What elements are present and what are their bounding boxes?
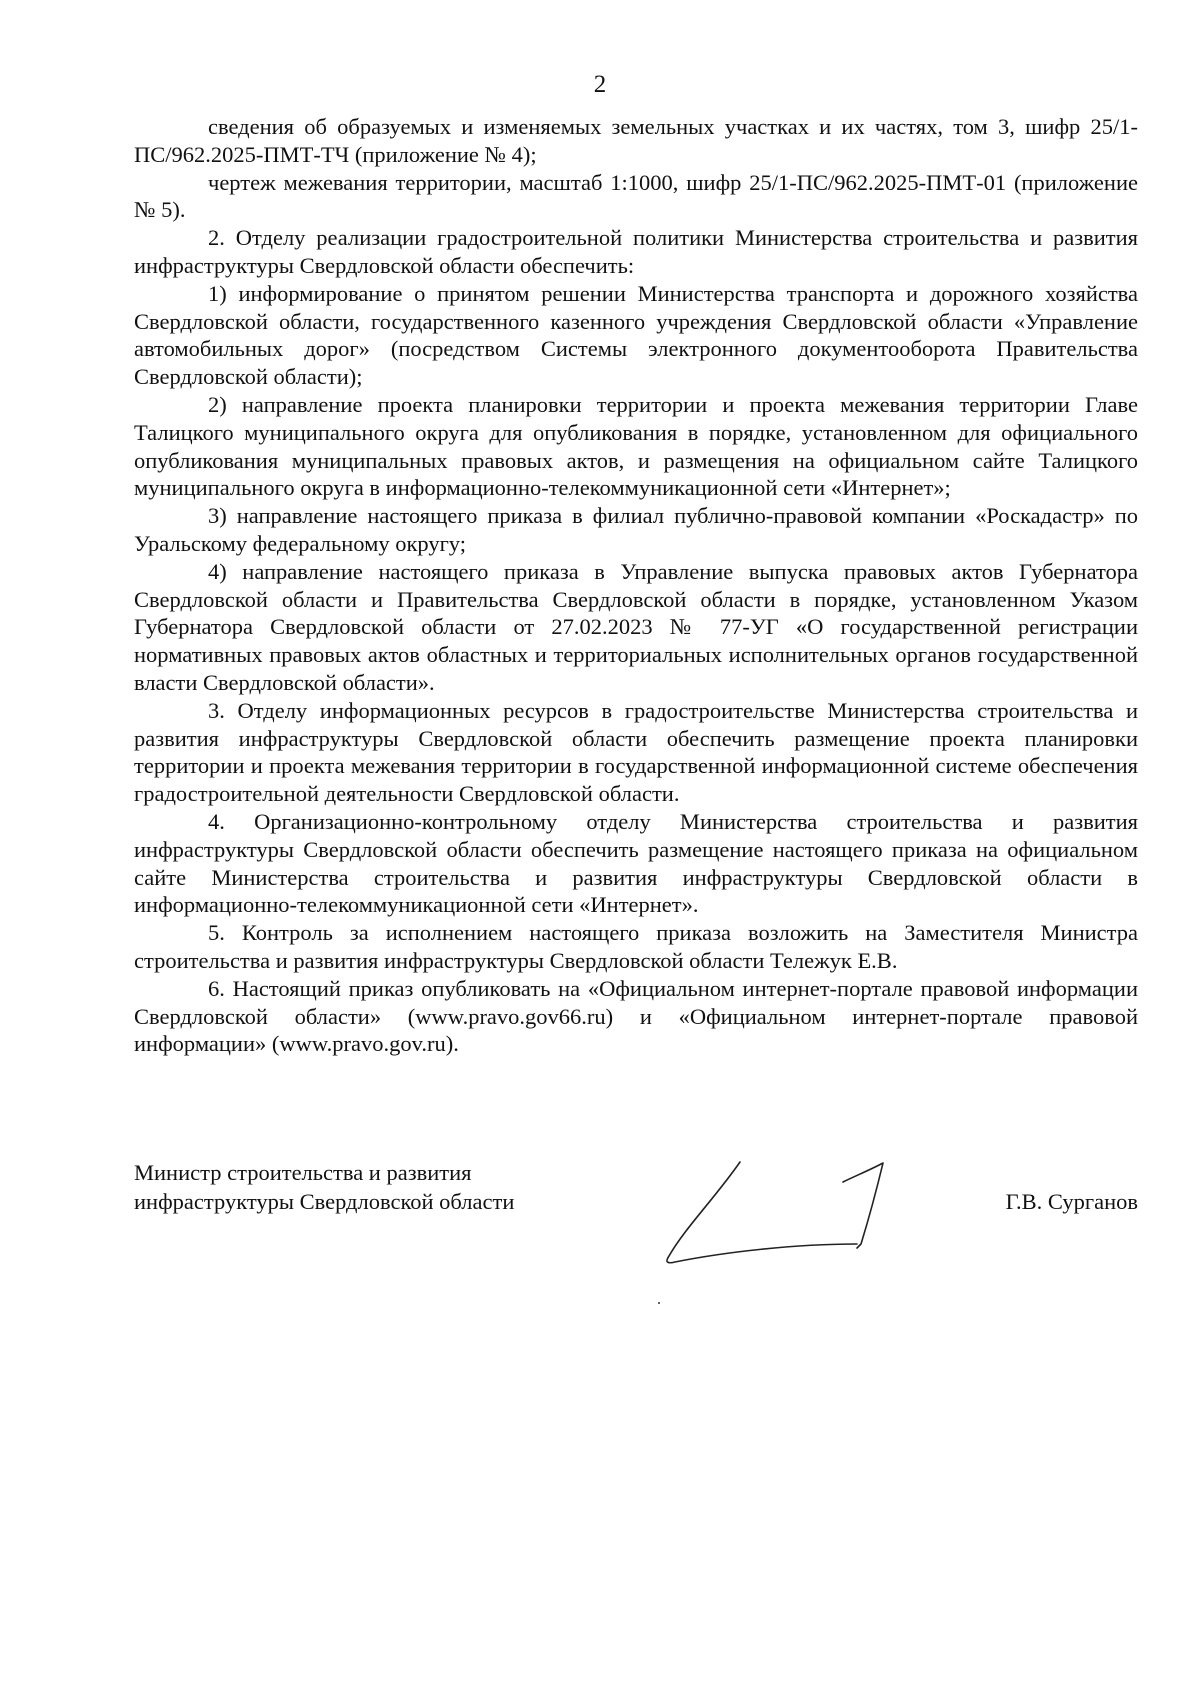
signatory-position <box>134 1158 514 1216</box>
signatory-position-line-1: Министр строительства и развития <box>134 1160 472 1185</box>
signatory-name: Г.В. Сурганов <box>1005 1189 1138 1214</box>
paragraph-item-2-4: 4) направление настоящего приказа в Управление выпуска правовых актов Губернатора Свердловской области и Правительства Свердловской области в порядке, установленном Указом Губернатора Свердловской области от 27.02.2023 № 77-УГ «О государственной регистрации нормативных правовых актов областных и территориальных исполнительных органов государственной власти Свердловской области». <box>134 558 1138 695</box>
paragraph-item-2: 2. Отделу реализации градостроительной политики Министерства строительства и развития инфраструктуры Свердловской области обеспечить: <box>134 225 1138 278</box>
paragraph-item-5: 5. Контроль за исполнением настоящего приказа возложить на Заместителя Министра строительства и развития инфраструктуры Свердловской области Тележук Е.В. <box>134 920 1138 973</box>
paragraph-item-4: 4. Организационно-контрольному отделу Министерства строительства и развития инфраструктуры Свердловской области обеспечить размещение настоящего приказа на официальном сайте Министерства строительства и развития инфраструктуры Свердловской области в информационно-телекоммуникационной сети «Интернет». <box>134 808 1138 918</box>
paragraph-item-2-2: 2) направление проекта планировки территории и проекта межевания территории Главе Талицкого муниципального округа для опубликования в порядке, установленном для официального опубликования муниципальных правовых актов, и размещения на официальном сайте Талицкого муниципального округа в информационно-телекоммуникационной сети «Интернет»; <box>134 391 1138 501</box>
document-body <box>134 113 1138 1058</box>
paragraph-item-2-1: 1) информирование о принятом решении Министерства транспорта и дорожного хозяйства Свердловской области, государственного казенного учреждения Свердловской области «Управление автомобильных дорог» (посредством Системы электронного документооборота Правительства Свердловской области); <box>134 280 1138 390</box>
paragraph-item-2-3: 3) направление настоящего приказа в филиал публично-правовой компании «Роскадастр» по Уральскому федеральному округу; <box>134 503 1138 556</box>
paragraph-annex-5: чертеж межевания территории, масштаб 1:1000, шифр 25/1-ПС/962.2025-ПМТ-01 (приложение № 5). <box>134 169 1138 223</box>
paragraph-item-6: 6. Настоящий приказ опубликовать на «Официальном интернет-портале правовой информации Свердловской области» (www.pravo.gov66.ru) и «Официальном интернет-портале правовой информации» (www.pravo.gov.ru). <box>134 975 1138 1057</box>
handwritten-signature <box>655 1148 935 1268</box>
paragraph-item-3: 3. Отделу информационных ресурсов в градостроительстве Министерства строительства и развития инфраструктуры Свердловской области обеспечить размещение проекта планировки территории и проекта межевания территории в государственной информационной системе обеспечения градостроительной деятельности Свердловской области. <box>134 697 1138 807</box>
page-number: 2 <box>593 71 607 98</box>
paragraph-annex-4: сведения об образуемых и изменяемых земельных участках и их частях, том 3, шифр 25/1-ПС/962.2025-ПМТ-ТЧ (приложение № 4); <box>134 114 1138 167</box>
scan-speck <box>658 1302 660 1304</box>
signatory-position-line-2: инфраструктуры Свердловской области <box>134 1189 515 1214</box>
